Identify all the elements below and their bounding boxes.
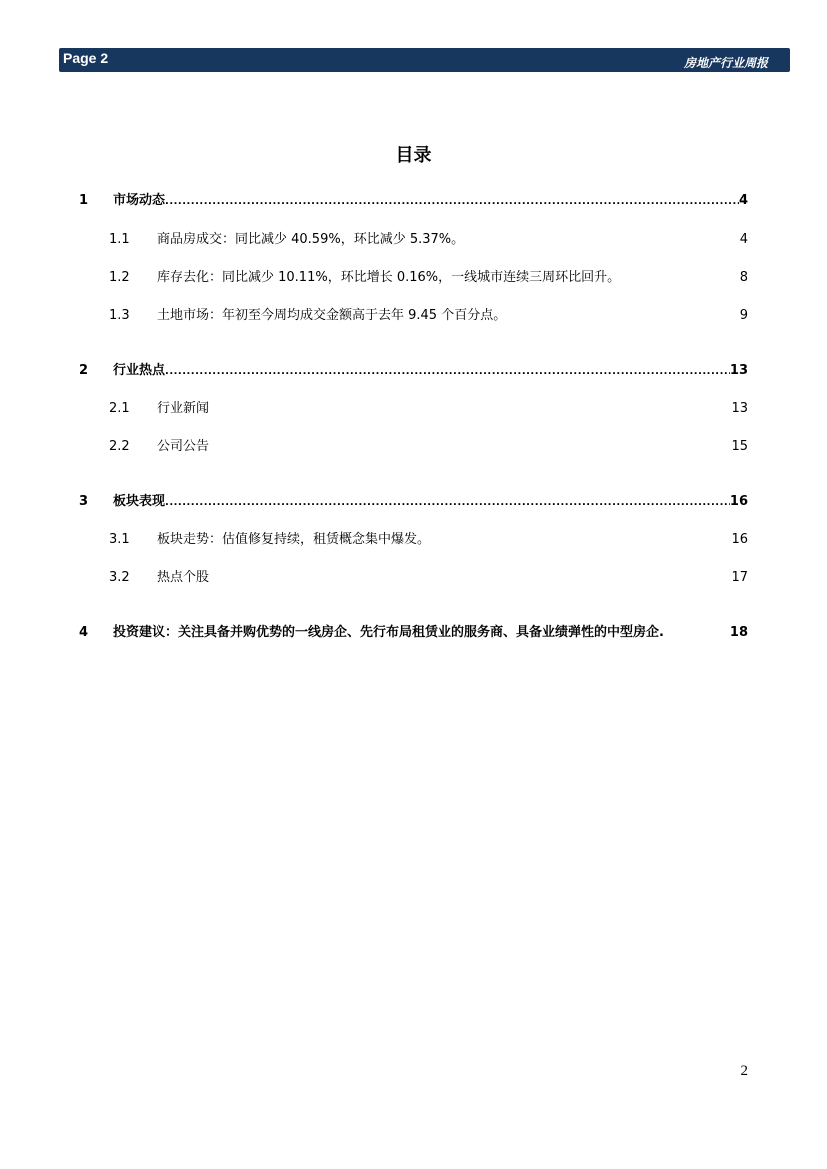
toc-title: 目录 (395, 145, 432, 166)
toc-entry-number: 4 (79, 625, 89, 640)
dot-leader (165, 366, 730, 377)
toc-entry-page: 4 (739, 232, 748, 247)
page-label: Page 2 (63, 50, 109, 66)
toc-entry-page: 18 (729, 625, 748, 640)
toc-entry-title: 板块表现 (113, 494, 166, 509)
toc-entry[interactable] (109, 397, 748, 416)
toc-entry-number: 1.3 (109, 308, 130, 323)
toc-entry-number: 3.1 (109, 532, 130, 547)
toc-entry[interactable] (109, 528, 748, 547)
toc-entry[interactable] (109, 435, 748, 454)
toc-entry-page: 16 (729, 494, 748, 509)
toc-entry-page: 17 (731, 570, 748, 585)
toc-entry-title: 行业新闻 (157, 401, 210, 416)
toc-entry-page: 4 (738, 193, 748, 208)
toc-entry[interactable] (109, 266, 748, 285)
toc-entry[interactable] (109, 566, 748, 585)
toc-entry-number: 1.1 (109, 232, 130, 247)
toc-entry[interactable] (109, 304, 748, 323)
toc-entry[interactable] (79, 621, 748, 640)
toc-entry-title: 投资建议：关注具备并购优势的一线房企、先行布局租赁业的服务商、具备业绩弹性的中型房企. (113, 625, 664, 640)
dot-leader (165, 196, 739, 207)
toc-entry-title: 土地市场：年初至今周均成交金额高于去年 9.45 个百分点。 (157, 308, 507, 323)
toc-entry-number: 3 (79, 494, 89, 509)
toc-entry-number: 2.2 (109, 439, 130, 454)
toc-entry-page: 13 (729, 363, 748, 378)
toc-entry-title: 板块走势：估值修复持续，租赁概念集中爆发。 (157, 532, 431, 547)
toc-entry-title: 库存去化：同比减少 10.11%，环比增长 0.16%，一线城市连续三周环比回升。 (157, 270, 621, 285)
toc-entry-page: 9 (739, 308, 748, 323)
toc-entry-number: 2 (79, 363, 89, 378)
toc-entry-page: 16 (731, 532, 748, 547)
running-header (59, 48, 790, 72)
toc-entry[interactable] (79, 490, 748, 509)
toc-entry-title: 热点个股 (157, 570, 210, 585)
toc-entry-title: 市场动态 (113, 193, 166, 208)
toc-entry-title: 商品房成交：同比减少 40.59%，环比减少 5.37%。 (157, 232, 465, 247)
toc-entry-number: 3.2 (109, 570, 130, 585)
toc-entry-title: 行业热点 (113, 363, 166, 378)
toc-entry[interactable] (79, 189, 748, 208)
toc-entry-number: 1 (79, 193, 89, 208)
report-title: 房地产行业周报 (683, 56, 768, 70)
page-number: 2 (740, 1063, 748, 1079)
toc-entry-page: 13 (731, 401, 748, 416)
toc-entry-title: 公司公告 (157, 439, 210, 454)
toc-entry[interactable] (79, 359, 748, 378)
dot-leader (165, 497, 730, 508)
toc-entry-number: 2.1 (109, 401, 130, 416)
toc-entry-number: 1.2 (109, 270, 130, 285)
toc-entry[interactable] (109, 228, 748, 247)
toc-entry-page: 15 (731, 439, 748, 454)
toc-entry-page: 8 (739, 270, 748, 285)
